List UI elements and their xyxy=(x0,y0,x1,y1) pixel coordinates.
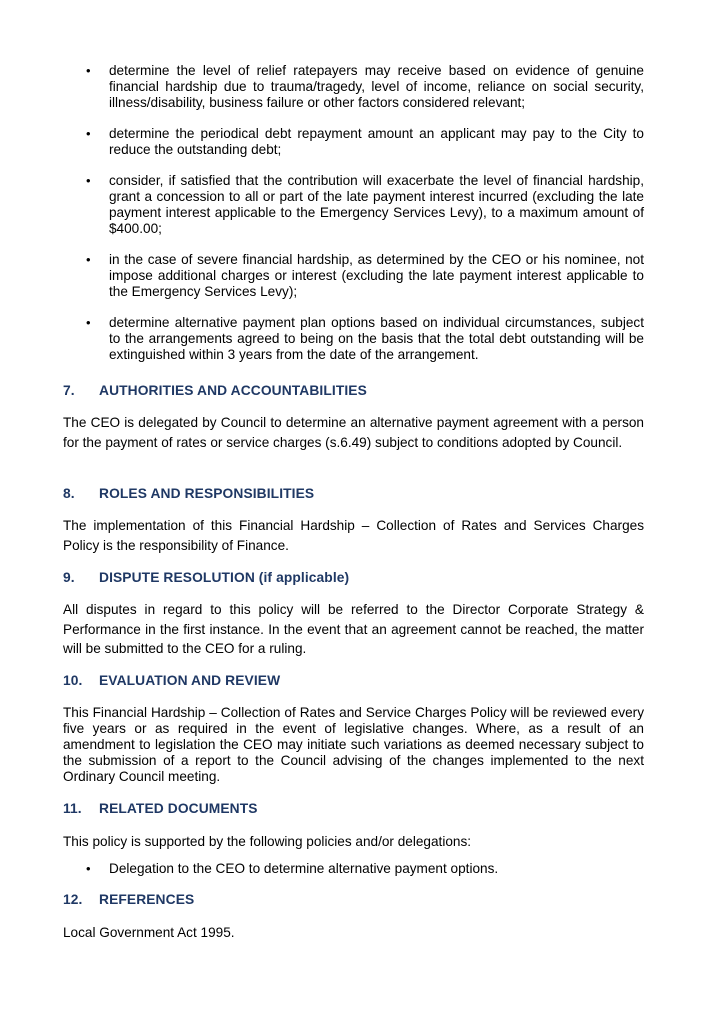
bullet-text: determine the periodical debt repayment amount an applicant may pay to the City to reduce the outstanding debt; xyxy=(109,126,644,157)
section-number: 8. xyxy=(63,486,75,501)
section-number: 12. xyxy=(63,892,83,907)
bullet-glyph: • xyxy=(86,173,91,188)
section-heading xyxy=(63,570,349,585)
section-title: AUTHORITIES AND ACCOUNTABILITIES xyxy=(99,383,367,398)
section-body: The CEO is delegated by Council to determine an alternative payment agreement with a person for the payment of rates or service charges (s.6.49) subject to conditions adopted by Council. xyxy=(63,415,644,450)
bullet-text: consider, if satisfied that the contribution will exacerbate the level of financial hardship, grant a concession to all or part of the late payment interest incurred (excluding the late payment interest applicable to the Emergency Services Levy), to a maximum amount of $400.00; xyxy=(109,173,644,236)
section-number: 10. xyxy=(63,673,83,688)
section-body: Local Government Act 1995. xyxy=(63,925,235,940)
list-item xyxy=(0,861,644,877)
section-title: EVALUATION AND REVIEW xyxy=(99,673,281,688)
section-body: This policy is supported by the following policies and/or delegations: xyxy=(63,834,472,849)
section-title: ROLES AND RESPONSIBILITIES xyxy=(99,486,315,501)
bullet-glyph: • xyxy=(86,126,91,141)
section-number: 9. xyxy=(63,570,75,585)
list-item xyxy=(0,126,644,158)
section-heading xyxy=(63,486,314,501)
section-title: DISPUTE RESOLUTION (if applicable) xyxy=(99,570,350,585)
list-item xyxy=(0,252,644,300)
section-number: 7. xyxy=(63,383,75,398)
section-body: This Financial Hardship – Collection of Rates and Service Charges Policy will be reviewed every five years or as required in the event of legislative changes. Where, as a result of an amendment to legislation the CEO may initiate such variations as deemed necessary subject to the submission of a report to the Council advising of the changes implemented to the next Ordinary Council meeting. xyxy=(63,705,644,784)
section-title: REFERENCES xyxy=(99,892,195,907)
bullet-list xyxy=(0,63,706,378)
bullet-glyph: • xyxy=(86,861,91,876)
section-title: RELATED DOCUMENTS xyxy=(99,801,258,816)
bullet-text: Delegation to the CEO to determine alternative payment options. xyxy=(109,861,499,876)
list-item xyxy=(0,315,644,363)
bullet-glyph: • xyxy=(86,252,91,267)
bullet-text: determine alternative payment plan options based on individual circumstances, subject to the arrangements agreed to being on the basis that the total debt outstanding will be extinguished within 3 years from the date of the arrangement. xyxy=(109,315,644,362)
section-heading xyxy=(63,801,258,816)
list-item xyxy=(0,173,644,237)
bullet-text: determine the level of relief ratepayers may receive based on evidence of genuine financial hardship due to trauma/tragedy, level of income, reliance on social security, illness/disability, business failure or other factors considered relevant; xyxy=(109,63,644,110)
section-body: The implementation of this Financial Hardship – Collection of Rates and Services Charges Policy is the responsibility of Finance. xyxy=(63,518,644,553)
section-number: 11. xyxy=(63,801,82,816)
section-body: All disputes in regard to this policy will be referred to the Director Corporate Strategy & Performance in the first instance. In the event that an agreement cannot be reached, the matter will be submitted to the CEO for a ruling. xyxy=(63,602,644,656)
list-item xyxy=(0,63,644,111)
bullet-glyph: • xyxy=(86,315,91,330)
section-heading xyxy=(63,673,280,688)
section-heading xyxy=(63,383,367,398)
section-heading xyxy=(63,892,194,907)
bullet-text: in the case of severe financial hardship, as determined by the CEO or his nominee, not impose additional charges or interest (excluding the late payment interest applicable to the Emergency Services Levy); xyxy=(109,252,644,299)
bullet-glyph: • xyxy=(86,63,91,78)
